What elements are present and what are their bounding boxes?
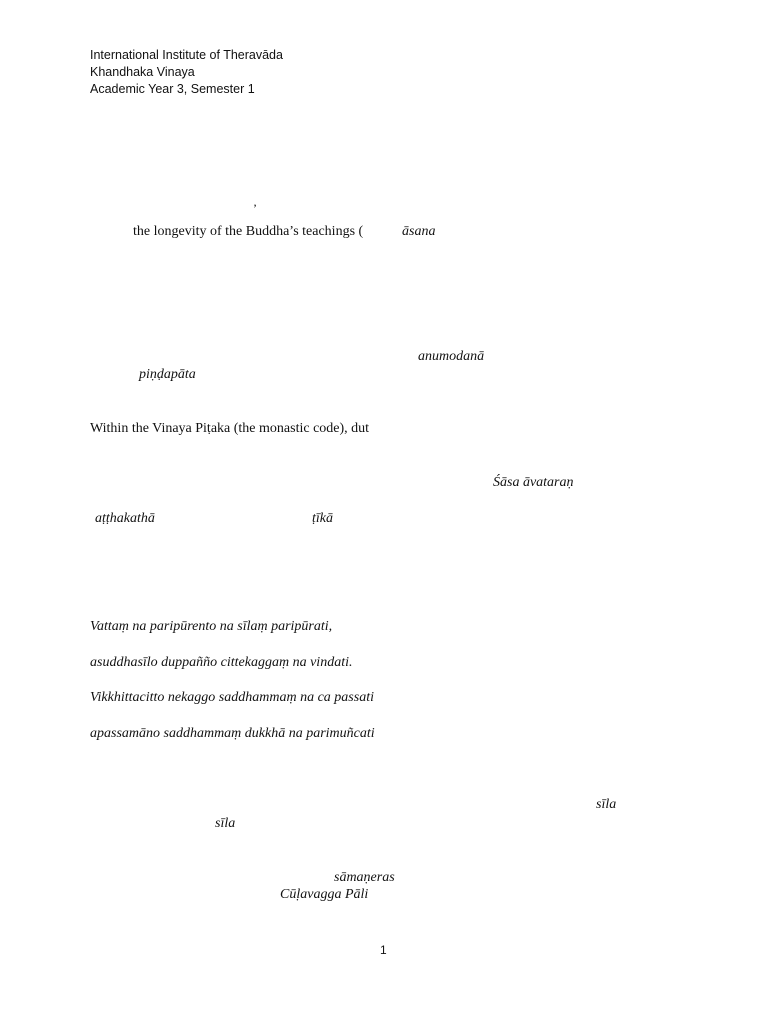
page-number: 1 (380, 943, 387, 957)
sila-term-right: sīla (596, 797, 617, 812)
longevity-text: the longevity of the Buddha’s teachings ( (133, 224, 364, 239)
document-header (90, 47, 283, 98)
vinaya-pitaka-line: Within the Vinaya Piṭaka (the monastic code), dut (90, 421, 370, 436)
atthakatha-term: aṭṭhakathā (95, 511, 155, 526)
asana-term: āsana (402, 224, 436, 239)
tika-term: ṭīkā (312, 511, 333, 526)
sila-term-left: sīla (215, 816, 236, 831)
sasana-avataran-term: Śāsa āvataraṇ (493, 475, 574, 490)
pindapata-term: piṇḍapāta (139, 367, 196, 382)
course-title: Khandhaka Vinaya (90, 65, 195, 79)
culavagga-pali-term: Cūḷavagga Pāli (280, 887, 369, 902)
institute-name: International Institute of Theravāda (90, 48, 283, 62)
verse-line: apassamāno saddhammaṃ dukkhā na parimuñcati (90, 726, 375, 741)
academic-term: Academic Year 3, Semester 1 (90, 82, 255, 96)
verse-line: asuddhasīlo duppañño cittekaggaṃ na vindati. (90, 655, 353, 670)
samaneras-term: sāmaṇeras (334, 870, 395, 885)
anumodana-term: anumodanā (418, 349, 485, 364)
stray-apostrophe: ’ (253, 201, 257, 215)
verse-line: Vattaṃ na paripūrento na sīlaṃ paripūrati, (90, 619, 333, 634)
verse-line: Vikkhittacitto nekaggo saddhammaṃ na ca passati (90, 690, 374, 705)
